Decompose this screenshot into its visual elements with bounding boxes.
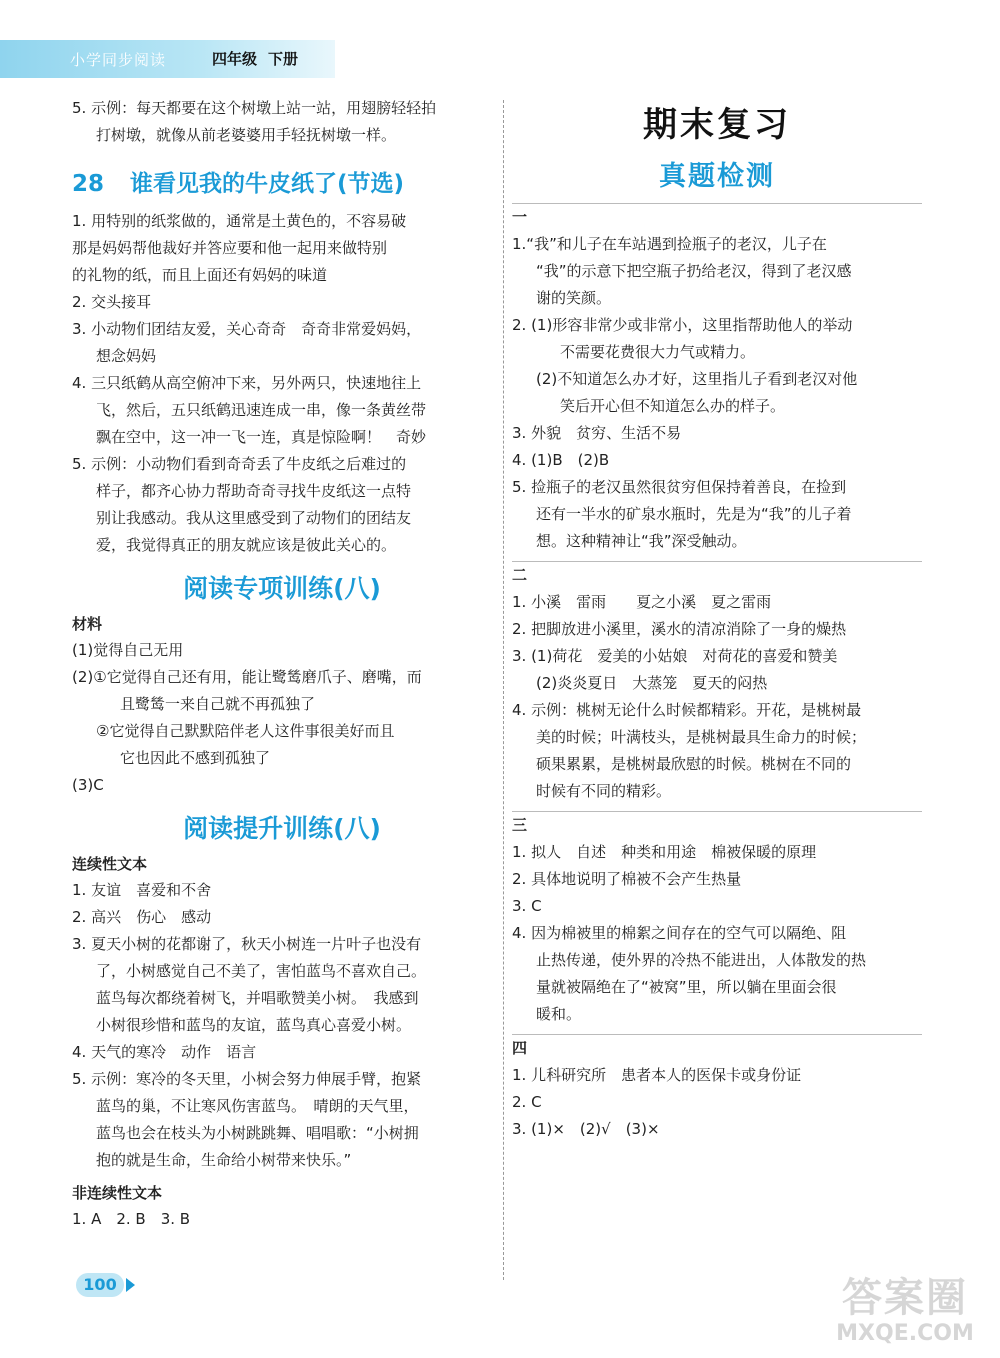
answer-line: 1. 小溪 雷雨 夏之小溪 夏之雷雨 xyxy=(512,593,772,611)
answer-line: 蓝鸟的巢，不让寒风伤害蓝鸟。 晴朗的天气里， xyxy=(96,1097,419,1115)
answer-line: 暖和。 xyxy=(536,1005,582,1023)
answer-line: 3. C xyxy=(512,897,542,915)
answer-line: 那是妈妈帮他裁好并答应要和他一起用来做特别 xyxy=(72,239,388,257)
answer-line: 它也因此不感到孤独了 xyxy=(120,749,271,767)
answer-line: 还有一半水的矿泉水瓶时，先是为“我”的儿子着 xyxy=(536,505,852,523)
answer-line: 不需要花费很大力气或精力。 xyxy=(560,343,756,361)
column-divider xyxy=(503,100,504,1280)
answer-line: 小树很珍惜和蓝鸟的友谊，蓝鸟真心喜爱小树。 xyxy=(96,1016,412,1034)
answer-line: 爱，我觉得真正的朋友就应该是彼此关心的。 xyxy=(96,536,397,554)
answer-line: 3. (1)× (2)√ (3)× xyxy=(512,1120,660,1138)
answer-line: 4. (1)B (2)B xyxy=(512,451,610,469)
answer-line: 5. 示例：寒冷的冬天里，小树会努力伸展手臂，抱紧 xyxy=(72,1070,422,1088)
answer-line: “我”的示意下把空瓶子扔给老汉，得到了老汉感 xyxy=(536,262,852,280)
answer-line: 别让我感动。我从这里感受到了动物们的团结友 xyxy=(96,509,412,527)
series-name: 小学同步阅读 xyxy=(70,51,167,69)
answer-line: 1. 友谊 喜爱和不舍 xyxy=(72,881,212,899)
watermark xyxy=(820,1275,990,1355)
noncontinuous-text-label: 非连续性文本 xyxy=(72,1184,163,1202)
part-label: 三 xyxy=(512,811,922,839)
answer-line: 硕果累累，是桃树最欣慰的时候。桃树在不同的 xyxy=(536,755,852,773)
answer-line: 2. 具体地说明了棉被不会产生热量 xyxy=(512,870,742,888)
answer-line: 2. 把脚放进小溪里，溪水的清凉消除了一身的燥热 xyxy=(512,620,847,638)
term-label: 下册 xyxy=(268,50,299,68)
answer-line: 1. 拟人 自述 种类和用途 棉被保暖的原理 xyxy=(512,843,817,861)
answer-line: (2)①它觉得自己还有用，能让鹭鸶磨爪子、磨嘴，而 xyxy=(72,668,422,686)
answer-line: 3. 小动物们团结友爱，关心奇奇 奇奇非常爱妈妈， xyxy=(72,320,422,338)
part-label: 四 xyxy=(512,1034,922,1062)
answer-line: 1. A 2. B 3. B xyxy=(72,1210,191,1228)
answer-line: (1)觉得自己无用 xyxy=(72,641,184,659)
answer-line: 4. 三只纸鹤从高空俯冲下来，另外两只，快速地往上 xyxy=(72,374,422,392)
answer-line: 4. 示例：桃树无论什么时候都精彩。开花，是桃树最 xyxy=(512,701,862,719)
watermark-text: 答案圈 xyxy=(842,1275,968,1321)
page-title: 期末复习 xyxy=(643,105,791,145)
page-number: 100 xyxy=(76,1273,124,1297)
answer-line: (2)炎炎夏日 大蒸笼 夏天的闷热 xyxy=(536,674,768,692)
answer-line: 抱的就是生命，生命给小树带来快乐。” xyxy=(96,1151,352,1169)
answer-line: 3. 夏天小树的花都谢了，秋天小树连一片叶子也没有 xyxy=(72,935,422,953)
left-column xyxy=(72,95,492,1233)
right-column xyxy=(512,95,922,1143)
watermark-url: MXQE.COM xyxy=(836,1321,974,1346)
answer-line: 量就被隔绝在了“被窝”里，所以躺在里面会很 xyxy=(536,978,837,996)
answer-line: (2)不知道怎么办才好，这里指儿子看到老汉对他 xyxy=(536,370,858,388)
answer-line: 1. 用特别的纸浆做的，通常是土黄色的，不容易破 xyxy=(72,212,407,230)
answer-line: 1. 儿科研究所 患者本人的医保卡或身份证 xyxy=(512,1066,802,1084)
answer-line: 美的时候；叶满枝头，是桃树最具生命力的时候； xyxy=(536,728,867,746)
lesson-number: 28 xyxy=(72,171,105,197)
answer-line: 蓝鸟每次都绕着树飞，并唱歌赞美小树。 我感到 xyxy=(96,989,419,1007)
answer-line: 想念妈妈 xyxy=(96,347,157,365)
answer-line: 1.“我”和儿子在车站遇到捡瓶子的老汉，儿子在 xyxy=(512,235,827,253)
answer-line: 且鹭鸶一来自己就不再孤独了 xyxy=(120,695,316,713)
section-title-improve: 阅读提升训练(八) xyxy=(183,814,381,843)
lesson-title: 谁看见我的牛皮纸了(节选) xyxy=(130,171,405,197)
answer-line: 了，小树感觉自己不美了，害怕蓝鸟不喜欢自己。 xyxy=(96,962,427,980)
answer-line: (3)C xyxy=(72,776,104,794)
answer-line: 笑后开心但不知道怎么办的样子。 xyxy=(560,397,786,415)
answer-line: 飞，然后，五只纸鹤迅速连成一串，像一条黄丝带 xyxy=(96,401,427,419)
answer-line: 5. 示例：每天都要在这个树墩上站一站，用翅膀轻轻拍 xyxy=(72,99,437,117)
continuous-text-label: 连续性文本 xyxy=(72,855,148,873)
part-label: 一 xyxy=(512,203,922,231)
answer-line: 时候有不同的精彩。 xyxy=(536,782,672,800)
answer-line: 4. 天气的寒冷 动作 语言 xyxy=(72,1043,257,1061)
answer-line: ②它觉得自己默默陪伴老人这件事很美好而且 xyxy=(96,722,395,740)
answer-line: 3. 外貌 贫穷、生活不易 xyxy=(512,424,682,442)
answer-line: 2. 交头接耳 xyxy=(72,293,152,311)
answer-line: 2. 高兴 伤心 感动 xyxy=(72,908,212,926)
answer-line: 打树墩，就像从前老婆婆用手轻抚树墩一样。 xyxy=(96,126,397,144)
page-arrow-icon xyxy=(126,1278,135,1292)
answer-line: 的礼物的纸，而且上面还有妈妈的味道 xyxy=(72,266,328,284)
lesson-heading xyxy=(72,165,492,198)
answer-line: 5. 捡瓶子的老汉虽然很贫穷但保持着善良，在捡到 xyxy=(512,478,847,496)
answer-line: 止热传递，使外界的冷热不能进出，人体散发的热 xyxy=(536,951,867,969)
answer-line: 飘在空中，这一冲一飞一连，真是惊险啊！ 奇妙 xyxy=(96,428,427,446)
grade-label: 四年级 xyxy=(212,50,258,68)
section-title-special: 阅读专项训练(八) xyxy=(183,574,381,603)
answer-line: 3. (1)荷花 爱美的小姑娘 对荷花的喜爱和赞美 xyxy=(512,647,838,665)
part-label: 二 xyxy=(512,561,922,589)
answer-line: 想。这种精神让“我”深受触动。 xyxy=(536,532,747,550)
material-label: 材料 xyxy=(72,615,103,633)
answer-line: 2. C xyxy=(512,1093,542,1111)
answer-line: 5. 示例：小动物们看到奇奇丢了牛皮纸之后难过的 xyxy=(72,455,407,473)
answer-line: 样子，都齐心协力帮助奇奇寻找牛皮纸这一点特 xyxy=(96,482,412,500)
answer-line: 谢的笑颜。 xyxy=(536,289,612,307)
page-subtitle: 真题检测 xyxy=(659,161,775,192)
answer-line: 蓝鸟也会在枝头为小树跳跳舞、唱唱歌：“小树拥 xyxy=(96,1124,419,1142)
answer-line: 2. (1)形容非常少或非常小，这里指帮助他人的举动 xyxy=(512,316,853,334)
answer-line: 4. 因为棉被里的棉絮之间存在的空气可以隔绝、阻 xyxy=(512,924,847,942)
header-band xyxy=(0,40,335,78)
